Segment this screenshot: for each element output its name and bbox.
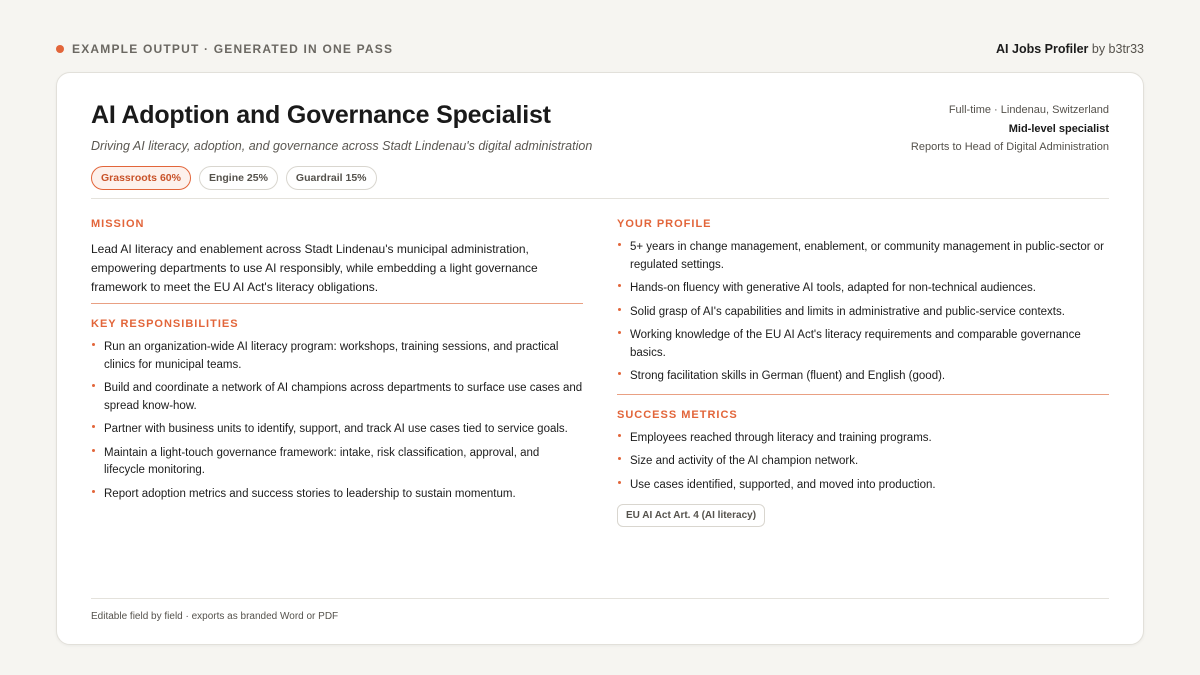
profile-header — [91, 101, 1109, 199]
employment-info[interactable]: Full-time · Lindenau, Switzerland — [948, 104, 1109, 116]
list-item[interactable]: Use cases identified, supported, and moved into production. — [617, 477, 1109, 495]
top-bar — [56, 40, 1144, 58]
regulation-chip[interactable]: EU AI Act Art. 4 (AI literacy) — [617, 504, 765, 527]
list-item[interactable]: Run an organization-wide AI literacy program: workshops, training sessions, and practical clinics for municipal teams. — [91, 339, 583, 374]
list-item[interactable]: Partner with business units to identify, support, and track AI use cases tied to service goals. — [91, 421, 583, 439]
list-item[interactable]: Maintain a light-touch governance framework: intake, risk classification, approval, and lifecycle monitoring. — [91, 445, 583, 480]
card-footer — [91, 598, 1109, 622]
left-column — [91, 218, 583, 509]
brand — [996, 42, 1144, 56]
pill-engine[interactable]: Engine 25% — [199, 166, 278, 190]
brand-author: by b3tr33 — [1088, 42, 1144, 56]
list-item[interactable]: Strong facilitation skills in German (fluent) and English (good). — [617, 368, 1109, 386]
brand-name: AI Jobs Profiler — [996, 42, 1089, 56]
list-item[interactable]: Hands-on fluency with generative AI tools, adapted for non-technical audiences. — [617, 280, 1109, 298]
page-subtitle[interactable]: Driving AI literacy, adoption, and governance across Stadt Lindenau's digital administration — [91, 139, 593, 153]
output-tag-label: EXAMPLE OUTPUT · GENERATED IN ONE PASS — [72, 42, 394, 56]
status-dot-icon — [56, 45, 64, 53]
responsibilities-list — [91, 339, 583, 503]
output-tag — [56, 42, 393, 56]
metrics-list — [617, 430, 1109, 495]
list-item[interactable]: Employees reached through literacy and training programs. — [617, 430, 1109, 448]
metrics-heading: SUCCESS METRICS — [617, 408, 738, 421]
pill-guardrail[interactable]: Guardrail 15% — [286, 166, 377, 190]
list-item[interactable]: Working knowledge of the EU AI Act's literacy requirements and comparable governance basics. — [617, 327, 1109, 362]
profile-heading: YOUR PROFILE — [617, 218, 712, 230]
mission-text[interactable]: Lead AI literacy and enablement across Stadt Lindenau's municipal administration, empowering departments to use AI responsibly, while embedding a light governance framework to meet the EU AI Act's literacy obligations. — [91, 240, 583, 304]
job-profile-card — [56, 72, 1144, 645]
list-item[interactable]: Solid grasp of AI's capabilities and limits in administrative and public-service contexts. — [617, 304, 1109, 322]
list-item[interactable]: Build and coordinate a network of AI champions across departments to surface use cases and spread know-how. — [91, 380, 583, 415]
list-item[interactable]: 5+ years in change management, enablement, or community management in public-sector or regulated settings. — [617, 239, 1109, 274]
job-meta — [911, 101, 1109, 157]
archetype-pills — [91, 166, 1109, 190]
page-title[interactable]: AI Adoption and Governance Specialist — [91, 101, 551, 129]
footer-note: Editable field by field · exports as branded Word or PDF — [91, 611, 339, 622]
responsibilities-heading: KEY RESPONSIBILITIES — [91, 318, 239, 330]
right-column — [617, 218, 1109, 527]
list-item[interactable]: Report adoption metrics and success stories to leadership to sustain momentum. — [91, 486, 583, 504]
reports-to[interactable]: Reports to Head of Digital Administration — [910, 141, 1109, 153]
seniority-level[interactable]: Mid-level specialist — [1008, 122, 1109, 135]
pill-grassroots[interactable]: Grassroots 60% — [91, 166, 191, 190]
mission-heading: MISSION — [91, 218, 145, 230]
profile-list — [617, 239, 1109, 395]
list-item[interactable]: Size and activity of the AI champion network. — [617, 453, 1109, 471]
